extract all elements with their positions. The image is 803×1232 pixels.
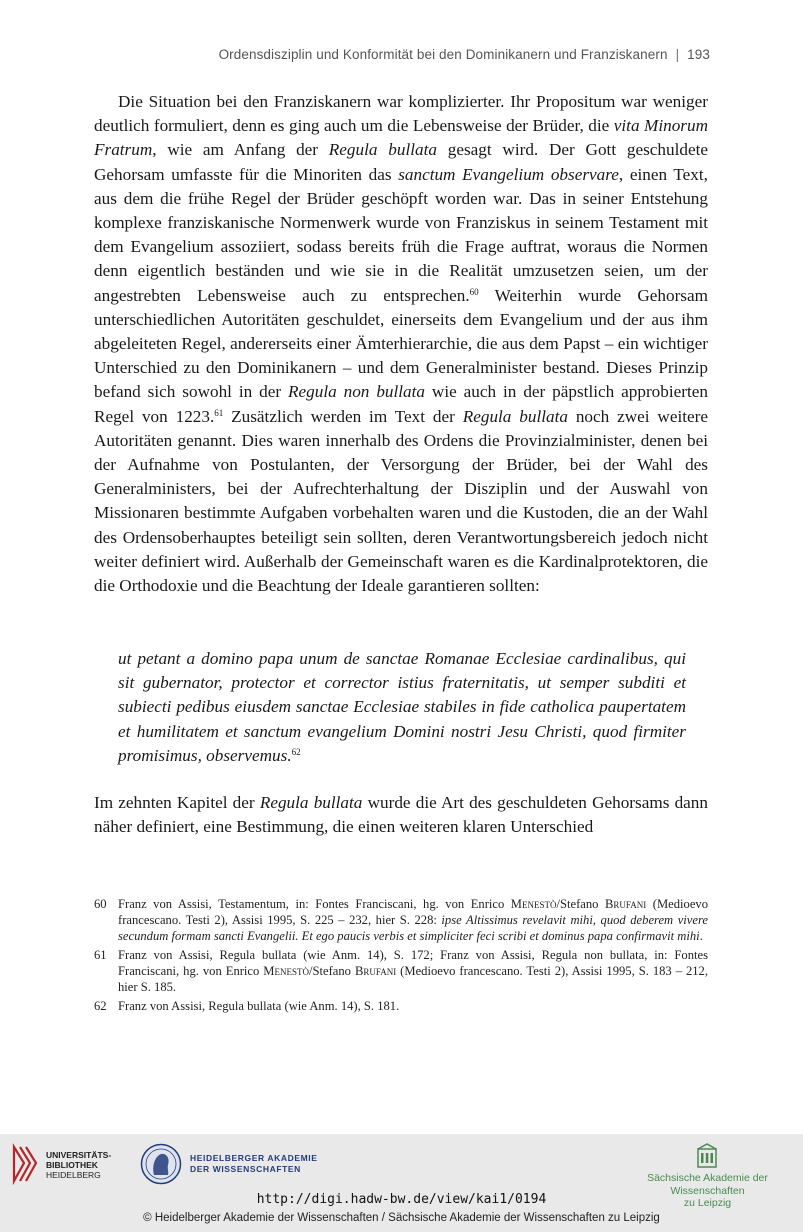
footnote-62 [94, 998, 708, 1014]
text-run: Die Situation bei den Franziskanern war komplizierter. Ihr Propositum war weniger deutlich formuliert, denn es ging auch um die Lebensweise der Brüder, die [94, 92, 708, 136]
italic-term: vita Minorum Fratrum [94, 116, 709, 160]
header-separator: | [675, 47, 680, 62]
permalink-url[interactable]: http://digi.hadw-bw.de/view/kai1/0194 [256, 1192, 547, 1207]
quote-text: ut petant a domino papa unum de sanctae Romanae Ecclesiae cardinalibus, qui sit gubernator, protector et corrector istius fraternitatis, ut semper subditi et subiecti pedibus eiusdem sanctae Ecclesiae stabiles in fide catholica paupertatem et humilitatem et sanctum evangelium Domini nostri Jesu Christi, quod firmiter promisimus, observemus. [118, 649, 686, 765]
text-run: , einen Text, aus dem die frühe Regel der Brüder geschöpft worden war. Das in seiner Entstehung komplexe franziskanische Normenwerk wurde von Franziskus in seinem Testament mit dem Evangelium assoziiert, sodass bereits früh die Frage auftrat, woraus die Normen denn eigentlich beständen und wie sie in die Realität umzusetzen seien, um der angestrebten Lebensweise auch zu entsprechen. [94, 164, 708, 305]
text-run: noch zwei weitere Autoritäten genannt. Dies waren innerhalb des Ordens die Provinzialminister, denen bei der Aufnahme von Postulanten, der Versorgung der Brüder, bei der Wahl des Generalministers, bei der Aufrechterhaltung der Disziplin und der Auswahl von Missionaren bestimmte Aufgaben vorbehalten waren und die Kustoden, die an der Wahl des Ordensoberhauptes beteiligt sein sollten, deren Verantwortungsbereich jedoch nicht weiter definiert wird. Außerhalb der Gemeinschaft waren es die Kardinalprotektoren, die die Orthodoxie und die Beachtung der Ideale garantieren sollten: [94, 406, 708, 596]
university-library-name: UNIVERSITÄTS- BIBLIOTHEK HEIDELBERG [46, 1150, 112, 1180]
footnote-number: 60 [94, 897, 107, 911]
page-number: 193 [687, 47, 710, 62]
saxon-academy-name: Sächsische Akademie der Wissenschaften zu Leipzig [647, 1172, 768, 1209]
block-quote [118, 647, 686, 768]
academy-seal-logo-icon[interactable] [140, 1143, 182, 1185]
italic-term: sanctum Evangelium observare [398, 164, 619, 184]
italic-term: Regula bullata [259, 793, 363, 812]
footnote-number: 62 [94, 999, 107, 1013]
paragraph-2 [94, 791, 708, 839]
italic-term: Regula bullata [462, 406, 568, 426]
text-run: Zusätzlich werden im Text der [223, 406, 463, 426]
text-run: Im zehnten Kapitel der [94, 793, 260, 812]
footnote-text: Franz von Assisi, Regula bullata (wie Anm. 14), S. 172; Franz von Assisi, Regula non bullata, in: Fontes Franciscani, hg. von Enrico Menestò/Stefano Brufani (Medioevo francescano. Testi 2), Assisi 1995, S. 183 – 212, hier S. 185. [118, 948, 708, 994]
italic-term: Regula non bullata [288, 382, 426, 402]
footnote-ref-61[interactable]: 61 [214, 407, 224, 418]
footnote-60 [94, 896, 708, 944]
footnote-ref-60[interactable]: 60 [469, 286, 479, 297]
footnote-text: Franz von Assisi, Testamentum, in: Fontes Franciscani, hg. von Enrico Menestò/Stefano Brufani (Medioevo francescano. Testi 2), Assisi 1995, S. 225 – 232, hier S. 228: ipse Altissimus revelavit mihi, quod deberem vivere secundum formam sancti Evangelii. Et ego paucis verbis et simpliciter feci scribi et dominus papa confirmavit mihi. [118, 897, 709, 943]
running-title: Ordensdisziplin und Konformität bei den Dominikanern und Franziskanern [218, 47, 668, 62]
paragraph-1 [94, 90, 708, 598]
text-run: wie auch in der päpstlich approbierten Regel von 1223. [94, 382, 708, 426]
italic-term: Regula bullata [328, 140, 437, 160]
running-header [219, 47, 710, 62]
footnote-61 [94, 947, 708, 995]
footnote-ref-62[interactable]: 62 [291, 746, 301, 757]
hadw-name: HEIDELBERGER AKADEMIE DER WISSENSCHAFTEN [190, 1153, 318, 1174]
footnotes [94, 896, 708, 1017]
text-run: Weiterhin wurde Gehorsam unterschiedlichen Autoritäten geschuldet, einerseits dem Evangelium und der aus ihm abgeleiteten Regel, andererseits einer Ämterhierarchie, die aus dem Papst – ein wichtiger Unterschied zu den Dominikanern – und dem Generalminister bestand. Dieses Prinzip befand sich sowohl in der [94, 285, 708, 402]
text-run: , wie am Anfang der [152, 140, 329, 160]
copyright-notice: © Heidelberger Akademie der Wissenschaften / Sächsische Akademie der Wissenschaften zu Leipzig [143, 1212, 660, 1224]
footnote-number: 61 [94, 948, 107, 962]
footnote-text: Franz von Assisi, Regula bullata (wie Anm. 14), S. 181. [118, 999, 400, 1013]
text-run: wurde die Art des geschuldeten Gehorsams dann näher definiert, eine Bestimmung, die einen weiteren klaren Unterschied [94, 793, 708, 837]
university-library-logo-icon[interactable] [10, 1143, 40, 1185]
text-run: gesagt wird. Der Gott geschuldete Gehorsam umfasste für die Minoriten das [94, 140, 708, 184]
saxon-academy-logo-icon[interactable] [696, 1143, 718, 1169]
